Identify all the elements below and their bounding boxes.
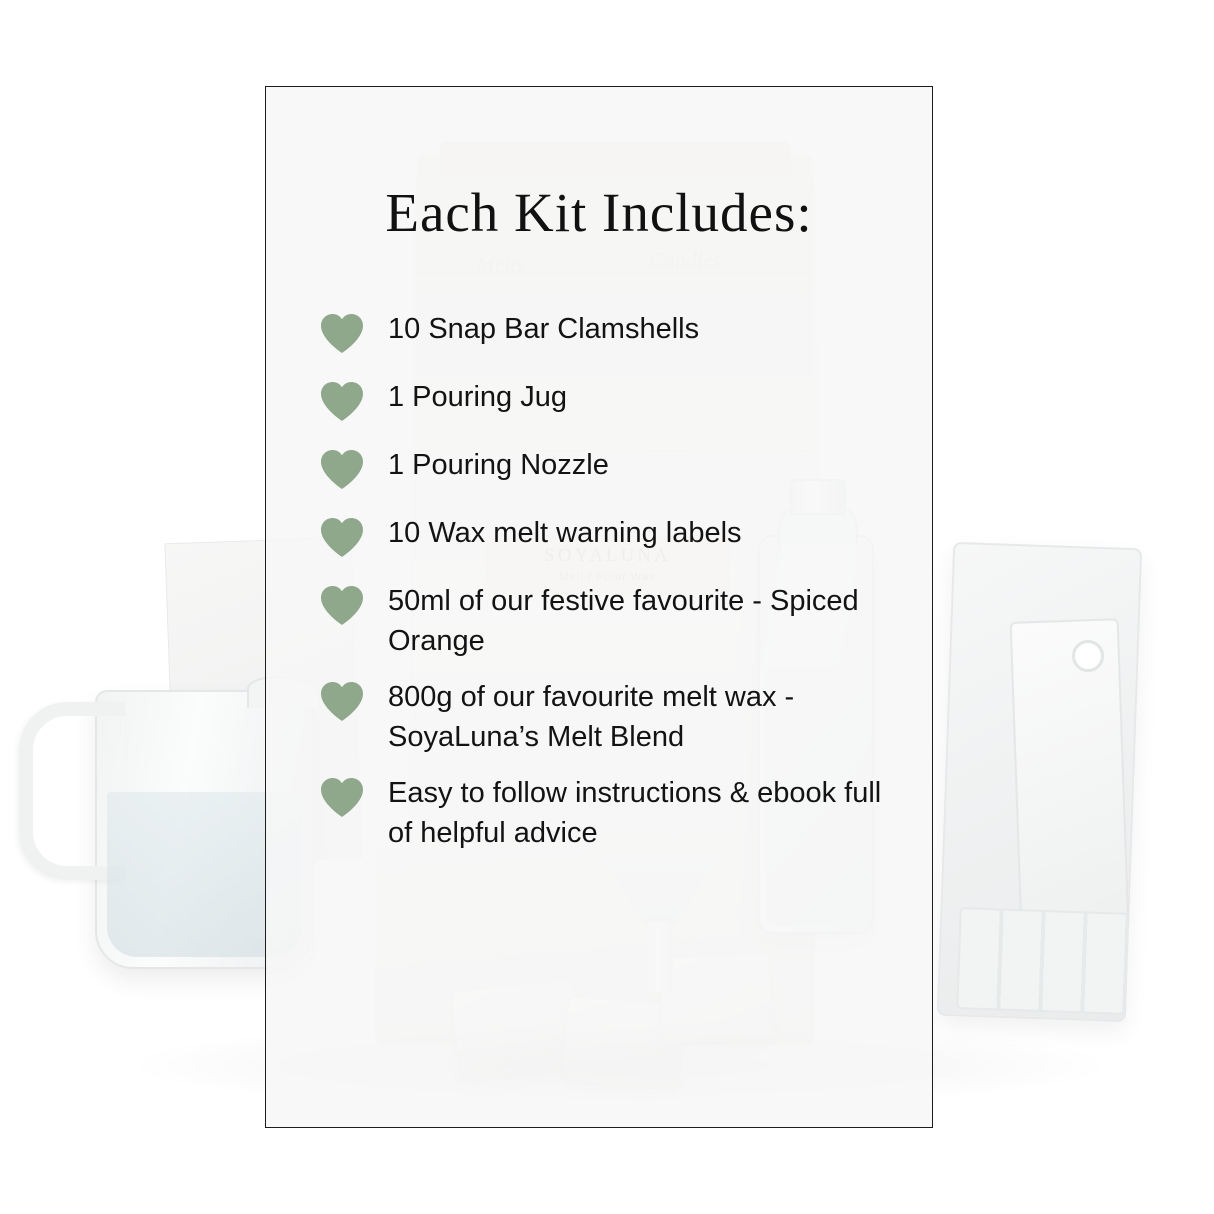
heart-icon	[318, 515, 366, 559]
list-item-label: 10 Wax melt warning labels	[388, 517, 742, 549]
clamshell-cavities	[956, 907, 1128, 1015]
clamshell-hang-hole-icon	[1072, 640, 1104, 672]
heart-icon	[318, 447, 366, 491]
list-item-label: 800g of our favourite melt wax - SoyaLuna’s Melt Blend	[388, 681, 795, 754]
heart-icon	[318, 379, 366, 423]
list-item	[318, 513, 906, 559]
list-item	[318, 445, 906, 491]
list-item	[318, 581, 906, 661]
heart-icon	[318, 583, 366, 627]
heart-icon	[318, 679, 366, 723]
list-item	[318, 677, 906, 757]
heart-icon	[318, 775, 366, 819]
list-item-label: 50ml of our festive favourite - Spiced Orange	[388, 585, 859, 658]
list-item	[318, 773, 906, 853]
heart-icon	[318, 311, 366, 355]
list-item-label: 10 Snap Bar Clamshells	[388, 313, 700, 345]
list-item	[318, 309, 906, 355]
clamshell-lid	[1010, 618, 1130, 931]
kit-contents-list	[318, 309, 906, 869]
list-item-label: 1 Pouring Jug	[388, 381, 567, 413]
kit-includes-card	[265, 86, 933, 1128]
list-item	[318, 377, 906, 423]
page-title: Each Kit Includes:	[385, 182, 813, 243]
list-item-label: Easy to follow instructions & ebook full of helpful advice	[388, 777, 882, 850]
list-item-label: 1 Pouring Nozzle	[388, 449, 609, 481]
